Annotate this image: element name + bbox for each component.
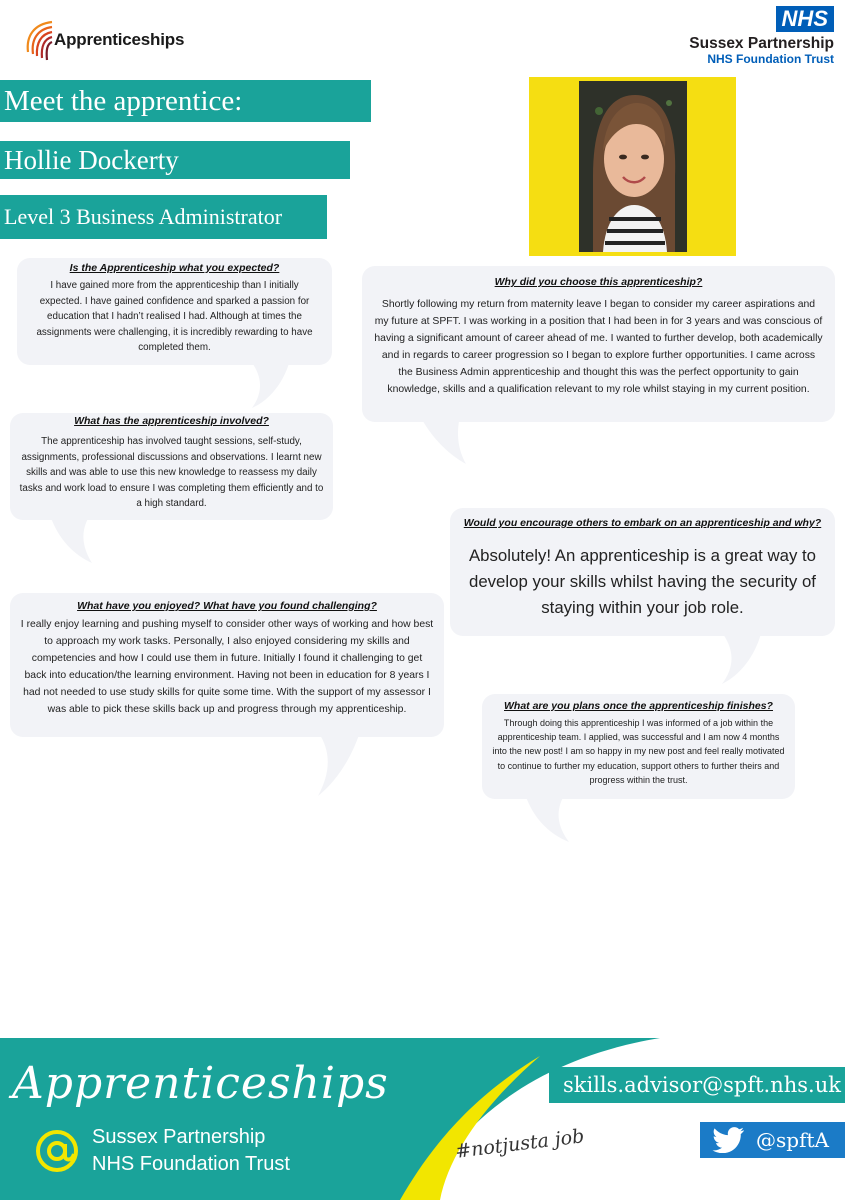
bubble-tail bbox=[40, 515, 100, 565]
footer-org-line2: NHS Foundation Trust bbox=[92, 1153, 290, 1175]
footer-org-line1: Sussex Partnership bbox=[92, 1126, 266, 1148]
contact-email[interactable]: skills.advisor@spft.nhs.uk bbox=[549, 1067, 845, 1103]
answer-enjoyed: I really enjoy learning and pushing myself to consider other ways of working and how best to approach my work tasks. Personally, I also enjoyed considering my skills and competencies and how I could use them in future. Initially I found it challenging to get back into education/the learning environment. Having not been in education for 8 years I had not needed to use study skills for quite some time. With the support of my assessor I was able to pick these skills back up and progress through my apprenticeship. bbox=[20, 619, 434, 715]
qa-bubble-plans bbox=[482, 694, 795, 799]
bubble-tail bbox=[710, 630, 770, 686]
footer-tagline: #notjusta job bbox=[454, 1125, 586, 1163]
question-enjoyed: What have you enjoyed? What have you found challenging? bbox=[77, 600, 377, 612]
footer-banner bbox=[0, 1038, 848, 1200]
qa-bubble-expected bbox=[17, 258, 332, 365]
nhs-badge: NHS bbox=[776, 6, 834, 32]
bubble-tail bbox=[240, 360, 300, 410]
org-trust: NHS Foundation Trust bbox=[707, 52, 834, 66]
answer-involved: The apprenticeship has involved taught sessions, self-study, assignments, professional discussions and observations. I learnt new skills and was able to use this new knowledge to reassess my daily tasks and work load to ensure I was completing them efficiently and to a high standard. bbox=[19, 436, 324, 510]
org-name: Sussex Partnership bbox=[689, 35, 834, 52]
bubble-tail bbox=[310, 732, 370, 798]
question-plans: What are you plans once the apprenticeship finishes? bbox=[504, 700, 773, 712]
question-expected: Is the Apprenticeship what you expected? bbox=[69, 262, 280, 274]
answer-why: Shortly following my return from maternity leave I began to consider my career aspirations and my future at SPFT. I was working in a position that I had been in for 3 years and was conscious of having a significant amount of career ahead of me. I wanted to further develop, both academically and in regards to career progression so I began to explore further opportunities. I came across the Business Admin apprenticeship and thought this was the perfect opportunity to gain knowledge, skills and a qualification relevant to my role whilst staying in my current position. bbox=[374, 299, 823, 395]
twitter-handle-button[interactable] bbox=[700, 1122, 845, 1158]
apprenticeships-logo bbox=[22, 16, 192, 64]
bubble-tail bbox=[410, 416, 470, 466]
bubble-tail bbox=[515, 794, 575, 844]
qa-bubble-enjoyed bbox=[10, 593, 444, 737]
question-encourage: Would you encourage others to embark on an apprenticeship and why? bbox=[463, 517, 822, 529]
qa-bubble-involved bbox=[10, 413, 333, 520]
swirl-logo-icon bbox=[22, 18, 56, 62]
question-involved: What has the apprenticeship involved? bbox=[74, 415, 269, 427]
at-sign-icon bbox=[34, 1128, 80, 1174]
twitter-handle: @spftA bbox=[756, 1128, 829, 1152]
photo-frame bbox=[529, 77, 736, 256]
apprentice-name: Hollie Dockerty bbox=[0, 141, 350, 179]
answer-encourage: Absolutely! An apprenticeship is a great way to develop your skills whilst having the security of staying within your job role. bbox=[468, 546, 816, 617]
page-title: Meet the apprentice: bbox=[0, 80, 371, 122]
qa-bubble-encourage bbox=[450, 508, 835, 636]
portrait-illustration bbox=[579, 81, 687, 252]
question-why: Why did you choose this apprenticeship? bbox=[494, 276, 703, 288]
answer-expected: I have gained more from the apprenticeship than I initially expected. I have gained confidence and sparked a passion for education that I hadn’t realised I had. Although at times the assignments were challenging, it is incredibly rewarding to have completed them. bbox=[36, 280, 313, 354]
qa-bubble-why bbox=[362, 266, 835, 422]
logo-text: Apprenticeships bbox=[54, 30, 185, 49]
footer-title: Apprenticeships bbox=[12, 1058, 389, 1109]
nhs-trust-logo bbox=[664, 6, 834, 70]
apprentice-role: Level 3 Business Administrator bbox=[0, 195, 327, 239]
answer-plans: Through doing this apprenticeship I was informed of a job within the apprenticeship team. I applied, was successful and I am now 4 months into the new post! I am so happy in my new post and feel really motivated to continue to further my education, support others to further theirs and progress within the trust. bbox=[492, 718, 785, 785]
apprentice-photo bbox=[579, 81, 687, 252]
twitter-bird-icon bbox=[712, 1127, 746, 1153]
